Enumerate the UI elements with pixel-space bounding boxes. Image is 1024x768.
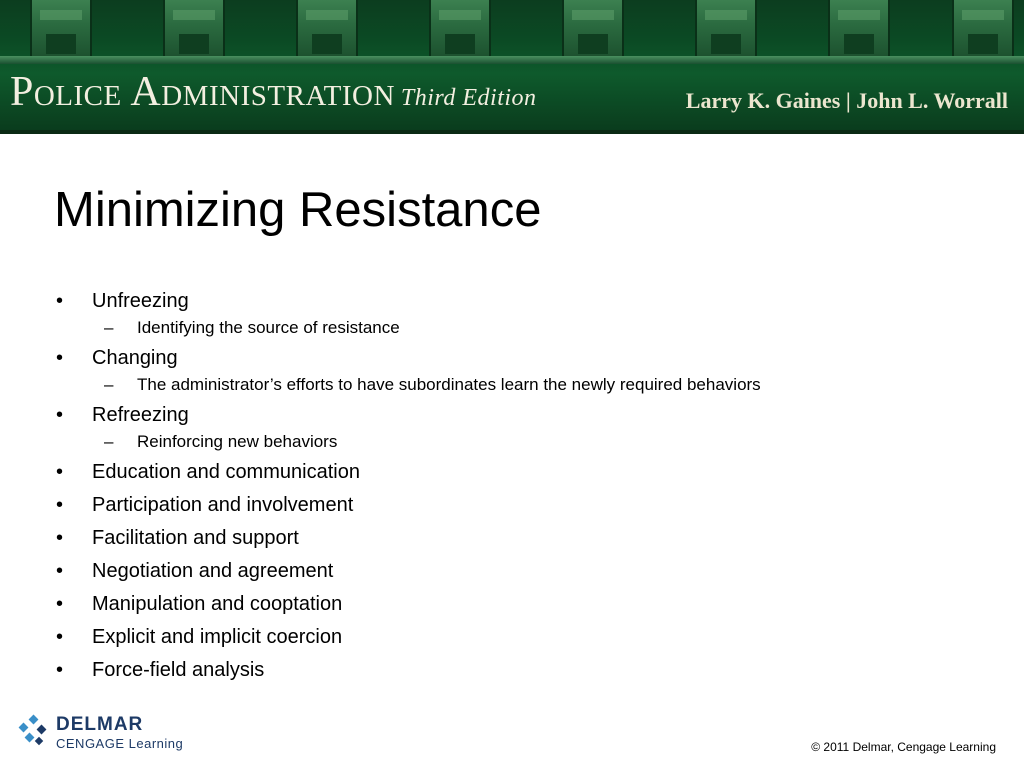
bullet-text: Changing [92, 347, 178, 369]
bullet-text: Unfreezing [92, 290, 189, 312]
logo-brand: DELMAR [56, 714, 144, 735]
bullet-text: Reinforcing new behaviors [137, 432, 338, 451]
bullet-mark: • [56, 290, 64, 312]
slide-title: Minimizing Resistance [54, 183, 542, 237]
sub-bullet-item [54, 317, 984, 345]
sub-bullet-mark: – [104, 375, 114, 394]
bullet-text: Explicit and implicit coercion [92, 626, 343, 648]
logo-subtitle: CENGAGE Learning [56, 736, 184, 751]
copyright-notice: © 2011 Delmar, Cengage Learning [811, 740, 996, 754]
banner-pillars [0, 0, 1024, 62]
bullet-text: Participation and involvement [92, 494, 354, 516]
pillar-decoration [952, 0, 1014, 60]
book-authors: Larry K. Gaines | John L. Worrall [685, 88, 1008, 113]
bullet-item [54, 492, 984, 525]
sub-bullet-mark: – [104, 432, 114, 451]
bullet-text: Force-field analysis [92, 659, 265, 681]
bullet-mark: • [56, 626, 64, 648]
bullet-mark: • [56, 404, 64, 426]
bullet-mark: • [56, 659, 64, 681]
bullet-mark: • [56, 560, 64, 582]
bullet-item [54, 657, 984, 690]
bullet-item [54, 459, 984, 492]
pillar-decoration [828, 0, 890, 60]
bullet-item [54, 525, 984, 558]
banner-shadow [0, 130, 1024, 134]
bullet-mark: • [56, 347, 64, 369]
bullet-item [54, 558, 984, 591]
bullet-text: Education and communication [92, 461, 360, 483]
delmar-logo [16, 714, 206, 754]
bullet-text: Negotiation and agreement [92, 560, 334, 582]
bullet-mark: • [56, 527, 64, 549]
header-banner [0, 0, 1024, 134]
pillar-decoration [429, 0, 491, 60]
bullet-text: Manipulation and cooptation [92, 593, 343, 615]
banner-ledge [0, 56, 1024, 64]
book-title-main: Police Administration [10, 69, 395, 115]
bullet-item [54, 624, 984, 657]
bullet-text: Identifying the source of resistance [137, 318, 400, 337]
book-edition: Third Edition [400, 85, 537, 111]
pillar-decoration [296, 0, 358, 60]
pillar-decoration [695, 0, 757, 60]
bullet-mark: • [56, 461, 64, 483]
sub-bullet-item [54, 374, 984, 402]
pillar-decoration [562, 0, 624, 60]
bullet-mark: • [56, 494, 64, 516]
book-title [10, 68, 537, 116]
bullet-text: The administrator’s efforts to have subordinates learn the newly required behaviors [137, 375, 761, 394]
bullet-item [54, 591, 984, 624]
sub-bullet-mark: – [104, 318, 114, 337]
pillar-decoration [30, 0, 92, 60]
pillar-decoration [163, 0, 225, 60]
delmar-logo-icon [16, 714, 52, 750]
bullet-text: Facilitation and support [92, 527, 299, 549]
sub-bullet-item [54, 431, 984, 459]
bullet-mark: • [56, 593, 64, 615]
bullet-text: Refreezing [92, 404, 189, 426]
bullet-list [54, 288, 984, 690]
